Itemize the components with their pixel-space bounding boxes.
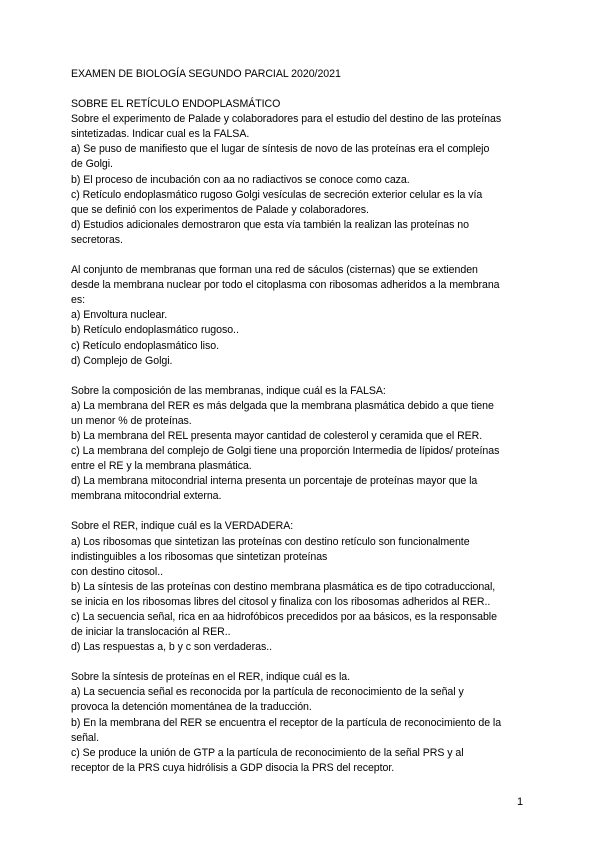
page-number: 1 xyxy=(517,796,524,808)
answer-option-d: d) La membrana mitocondrial interna presenta un porcentaje de proteínas mayor que la xyxy=(71,475,478,488)
answer-option-b-cont: señal. xyxy=(71,731,99,744)
answer-option-c-cont: de iniciar la translocación al RER.. xyxy=(71,626,231,639)
answer-option-a-cont: con destino citosol.. xyxy=(71,565,163,578)
answer-option-b: b) En la membrana del RER se encuentra el receptor de la partícula de reconocimiento de la xyxy=(71,716,502,729)
question-line: Sobre la síntesis de proteínas en el RER, indique cuál es la. xyxy=(71,671,351,684)
question-line: Al conjunto de membranas que forman una red de sáculos (cisternas) que se extienden xyxy=(71,264,478,277)
answer-option-d: d) Complejo de Golgi. xyxy=(71,354,173,367)
question-line: es: xyxy=(71,294,85,307)
answer-option-b-cont: se inicia en los ribosomas libres del citosol y finaliza con los ribosomas adheridos al RER.. xyxy=(71,595,491,608)
document-body xyxy=(71,67,531,791)
answer-option-d: d) Estudios adicionales demostraron que esta vía también la realizan las proteínas no xyxy=(71,218,469,231)
question-line: Sobre el RER, indique cuál es la VERDADERA: xyxy=(71,520,294,533)
question-1 xyxy=(71,112,531,248)
answer-option-d: d) Las respuestas a, b y c son verdaderas.. xyxy=(71,641,273,654)
exam-title: EXAMEN DE BIOLOGÍA SEGUNDO PARCIAL 2020/2021 xyxy=(71,68,341,80)
answer-option-b: b) La membrana del REL presenta mayor cantidad de colesterol y ceramida que el RER. xyxy=(71,429,483,442)
answer-option-a: a) Se puso de manifiesto que el lugar de síntesis de novo de las proteínas era el complejo xyxy=(71,143,490,156)
answer-option-a: a) La membrana del RER es más delgada que la membrana plasmática debido a que tiene xyxy=(71,399,494,412)
answer-option-c-cont: receptor de la PRS cuya hidrólisis a GDP disocia la PRS del receptor. xyxy=(71,761,395,774)
answer-option-a: a) Envoltura nuclear. xyxy=(71,309,168,322)
question-line: sintetizadas. Indicar cual es la FALSA. xyxy=(71,128,250,141)
answer-option-c: c) La membrana del complejo de Golgi tiene una proporción Intermedia de lípidos/ proteínas xyxy=(71,445,500,458)
answer-option-a: a) La secuencia señal es reconocida por la partícula de reconocimiento de la señal y xyxy=(71,686,464,699)
answer-option-b: b) La síntesis de las proteínas con destino membrana plasmática es de tipo cotraduccional, xyxy=(71,580,496,593)
question-3 xyxy=(71,384,531,505)
answer-option-d-cont: secretoras. xyxy=(71,233,123,246)
answer-option-c: c) Retículo endoplasmático rugoso Golgi vesículas de secreción exterior celular es la vía xyxy=(71,188,483,201)
answer-option-c-cont: entre el RE y la membrana plasmática. xyxy=(71,460,252,473)
answer-option-d-cont: membrana mitocondrial externa. xyxy=(71,490,222,503)
question-5 xyxy=(71,670,531,776)
answer-option-b: b) Retículo endoplasmático rugoso.. xyxy=(71,324,239,337)
section-title: SOBRE EL RETÍCULO ENDOPLASMÁTICO xyxy=(71,98,281,111)
answer-option-a-cont: un menor % de proteínas. xyxy=(71,414,192,427)
question-line: Sobre la composición de las membranas, indique cuál es la FALSA: xyxy=(71,384,386,397)
answer-option-c: c) La secuencia señal, rica en aa hidrofóbicos precedidos por aa básicos, es la responsable xyxy=(71,611,497,623)
answer-option-a: a) Los ribosomas que sintetizan las proteínas con destino retículo son funcionalmente xyxy=(71,535,470,548)
answer-option-c-cont: que se definió con los experimentos de Palade y colaboradores. xyxy=(71,203,369,216)
answer-option-b: b) El proceso de incubación con aa no radiactivos se conoce como caza. xyxy=(71,173,410,186)
question-4 xyxy=(71,519,531,655)
question-2 xyxy=(71,263,531,369)
answer-option-a-cont: indistinguibles a los ribosomas que sintetizan proteínas xyxy=(71,550,328,563)
answer-option-c: c) Se produce la unión de GTP a la partícula de reconocimiento de la señal PRS y al xyxy=(71,746,464,759)
answer-option-c: c) Retículo endoplasmático liso. xyxy=(71,339,219,352)
question-line: desde la membrana nuclear por todo el citoplasma con ribosomas adheridos a la membrana xyxy=(71,279,500,292)
answer-option-a-cont: de Golgi. xyxy=(71,158,113,171)
question-line: Sobre el experimento de Palade y colaboradores para el estudio del destino de las proteínas xyxy=(71,113,502,126)
answer-option-a-cont: provoca la detención momentánea de la traducción. xyxy=(71,701,312,714)
